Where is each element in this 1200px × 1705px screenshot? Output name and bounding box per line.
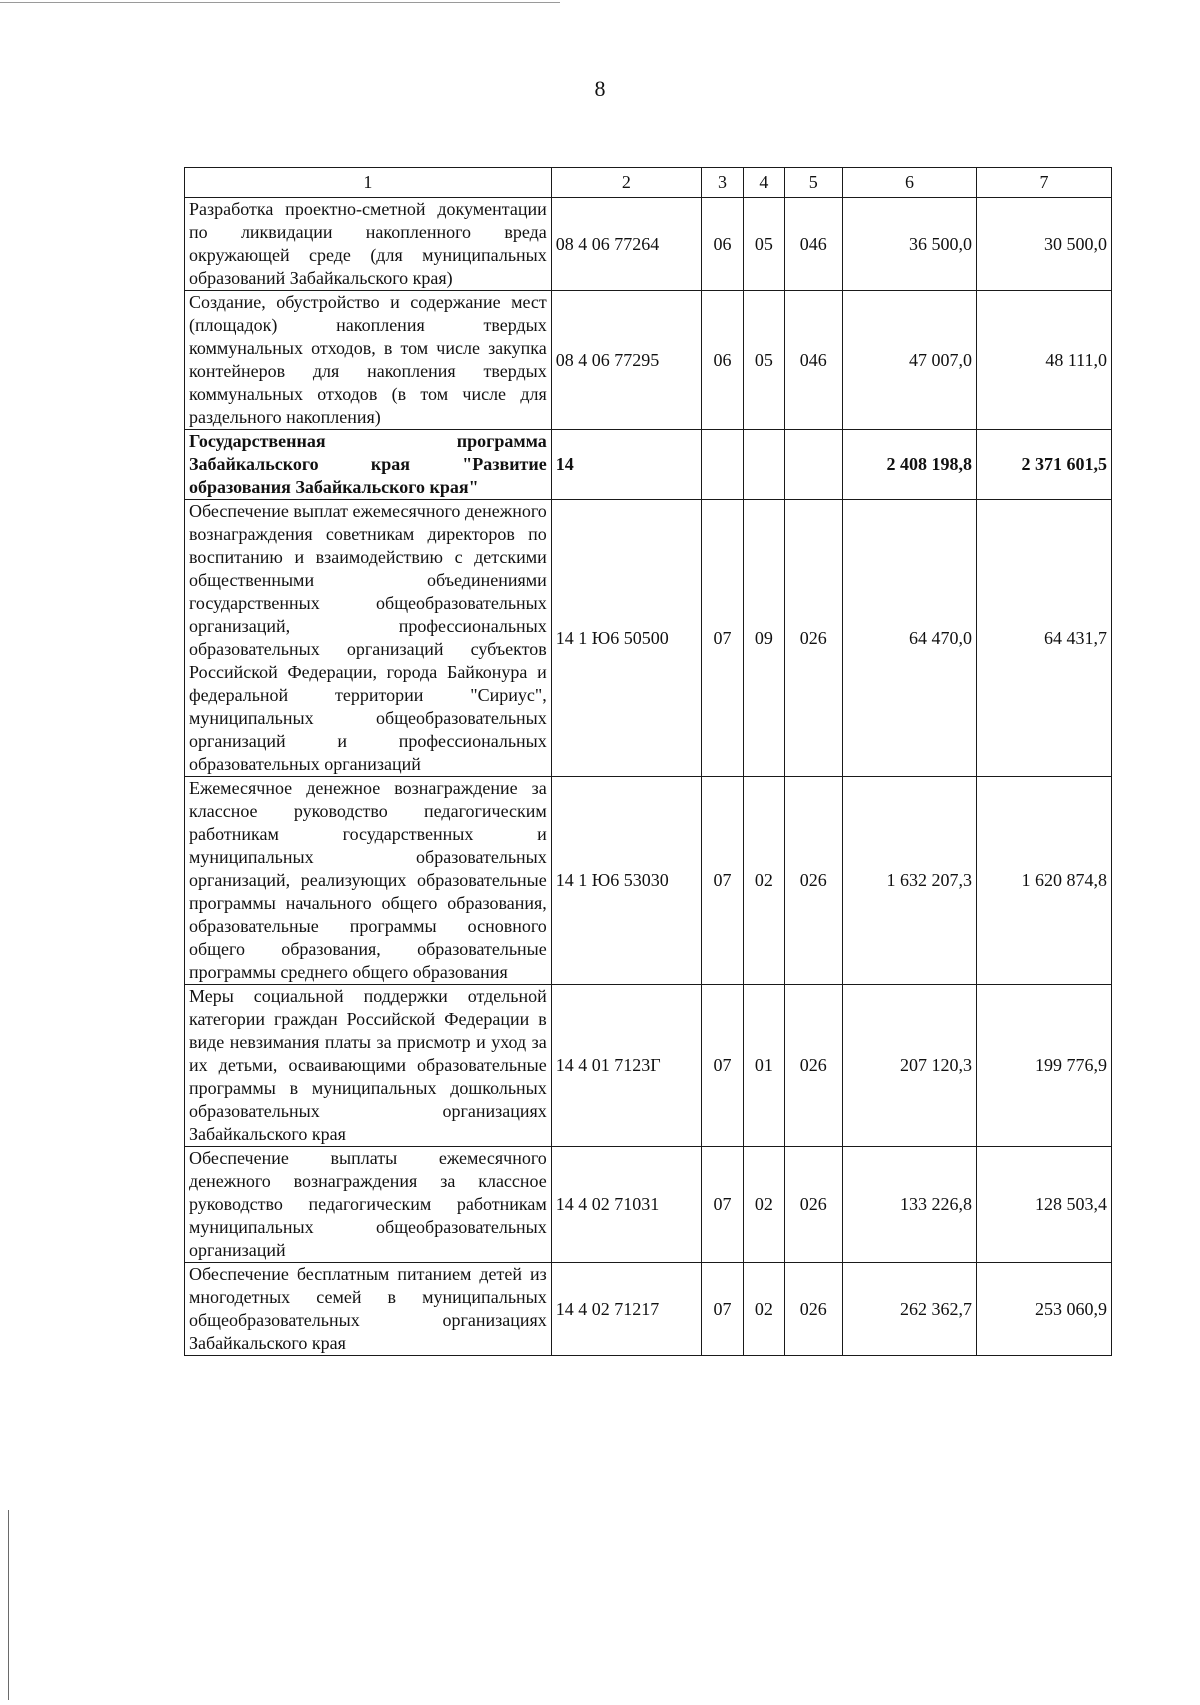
row-amount-col6: 2 408 198,8 <box>842 430 976 500</box>
row-description: Государственная программа Забайкальского края "Развитие образования Забайкальского края" <box>185 430 552 500</box>
table-row <box>185 1147 1112 1263</box>
header-cell-5: 5 <box>784 168 842 198</box>
row-col4: 01 <box>744 985 784 1147</box>
header-cell-1: 1 <box>185 168 552 198</box>
header-cell-6: 6 <box>842 168 976 198</box>
row-col5: 026 <box>784 1263 842 1356</box>
row-description: Меры социальной поддержки отдельной категории граждан Российской Федерации в виде невзимания платы за присмотр и уход за их детьми, осваивающими образовательные программы в муниципальных дошкольных образовательных организациях Забайкальского края <box>185 985 552 1147</box>
row-code: 14 4 01 7123Г <box>551 985 701 1147</box>
budget-table <box>184 167 1112 1356</box>
row-amount-col7: 2 371 601,5 <box>976 430 1111 500</box>
scan-edge-line-top <box>0 2 560 3</box>
row-amount-col6: 207 120,3 <box>842 985 976 1147</box>
row-amount-col7: 48 111,0 <box>976 291 1111 430</box>
row-col5: 026 <box>784 500 842 777</box>
row-col5: 026 <box>784 1147 842 1263</box>
header-cell-4: 4 <box>744 168 784 198</box>
row-col4: 02 <box>744 777 784 985</box>
row-amount-col7: 1 620 874,8 <box>976 777 1111 985</box>
row-description: Ежемесячное денежное вознаграждение за классное руководство педагогическим работникам государственных и муниципальных образовательных организаций, реализующих образовательные программы начального общего образования, образовательные программы основного общего образования, образовательные программы среднего общего образования <box>185 777 552 985</box>
header-cell-3: 3 <box>701 168 743 198</box>
row-col3: 07 <box>701 500 743 777</box>
row-amount-col7: 30 500,0 <box>976 198 1111 291</box>
scan-edge-line-left <box>8 1510 9 1700</box>
row-col5: 026 <box>784 777 842 985</box>
row-col3: 06 <box>701 291 743 430</box>
row-col3: 07 <box>701 1147 743 1263</box>
row-col5: 046 <box>784 291 842 430</box>
table-body <box>185 198 1112 1356</box>
table-row <box>185 500 1112 777</box>
row-col4: 09 <box>744 500 784 777</box>
row-amount-col7: 199 776,9 <box>976 985 1111 1147</box>
row-code: 08 4 06 77264 <box>551 198 701 291</box>
row-description: Обеспечение выплаты ежемесячного денежного вознаграждения за классное руководство педагогическим работникам муниципальных общеобразовательных организаций <box>185 1147 552 1263</box>
row-code: 14 1 Ю6 50500 <box>551 500 701 777</box>
header-cell-7: 7 <box>976 168 1111 198</box>
row-code: 14 <box>551 430 701 500</box>
row-amount-col6: 133 226,8 <box>842 1147 976 1263</box>
row-amount-col6: 47 007,0 <box>842 291 976 430</box>
table-row <box>185 291 1112 430</box>
table-row <box>185 198 1112 291</box>
row-col3: 07 <box>701 777 743 985</box>
row-code: 14 4 02 71217 <box>551 1263 701 1356</box>
row-col4: 05 <box>744 291 784 430</box>
row-col3 <box>701 430 743 500</box>
table-row <box>185 777 1112 985</box>
table-row <box>185 1263 1112 1356</box>
table-header-row <box>185 168 1112 198</box>
row-code: 14 4 02 71031 <box>551 1147 701 1263</box>
row-col4: 05 <box>744 198 784 291</box>
page-number: 8 <box>594 76 606 101</box>
header-cell-2: 2 <box>551 168 701 198</box>
row-amount-col7: 128 503,4 <box>976 1147 1111 1263</box>
row-code: 08 4 06 77295 <box>551 291 701 430</box>
row-description: Обеспечение бесплатным питанием детей из многодетных семей в муниципальных общеобразовательных организациях Забайкальского края <box>185 1263 552 1356</box>
row-description: Обеспечение выплат ежемесячного денежного вознаграждения советникам директоров по воспитанию и взаимодействию с детскими общественными объединениями государственных общеобразовательных организаций, профессиональных образовательных организаций субъектов Российской Федерации, города Байконура и федеральной территории "Сириус", муниципальных общеобразовательных организаций и профессиональных образовательных организаций <box>185 500 552 777</box>
row-amount-col7: 253 060,9 <box>976 1263 1111 1356</box>
row-amount-col6: 64 470,0 <box>842 500 976 777</box>
table-row <box>185 985 1112 1147</box>
table-row <box>185 430 1112 500</box>
row-amount-col6: 1 632 207,3 <box>842 777 976 985</box>
row-col3: 07 <box>701 1263 743 1356</box>
row-amount-col7: 64 431,7 <box>976 500 1111 777</box>
row-description: Создание, обустройство и содержание мест (площадок) накопления твердых коммунальных отходов, в том числе закупка контейнеров для накопления твердых коммунальных отходов (в том числе для раздельного накопления) <box>185 291 552 430</box>
row-col5: 026 <box>784 985 842 1147</box>
row-col4: 02 <box>744 1263 784 1356</box>
row-col3: 06 <box>701 198 743 291</box>
row-col5: 046 <box>784 198 842 291</box>
row-amount-col6: 262 362,7 <box>842 1263 976 1356</box>
row-col5 <box>784 430 842 500</box>
row-col4 <box>744 430 784 500</box>
row-amount-col6: 36 500,0 <box>842 198 976 291</box>
row-col3: 07 <box>701 985 743 1147</box>
row-col4: 02 <box>744 1147 784 1263</box>
row-code: 14 1 Ю6 53030 <box>551 777 701 985</box>
row-description: Разработка проектно-сметной документации по ликвидации накопленного вреда окружающей среде (для муниципальных образований Забайкальского края) <box>185 198 552 291</box>
